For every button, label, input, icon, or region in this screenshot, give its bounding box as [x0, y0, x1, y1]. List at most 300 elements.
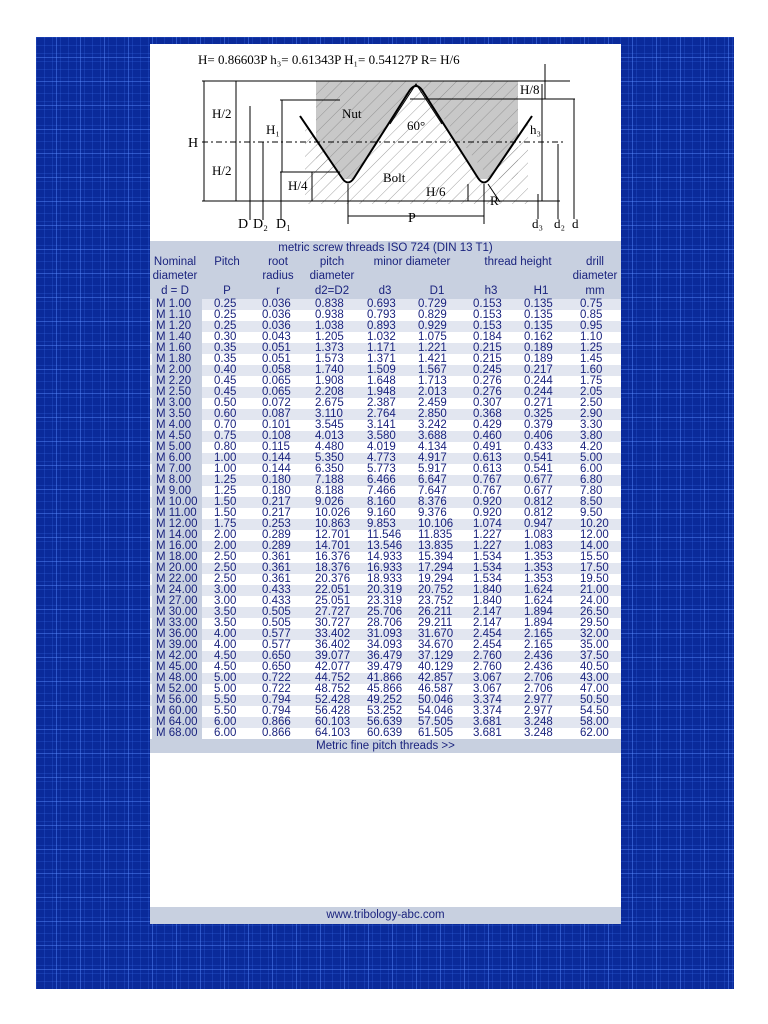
table-cell: 1.038 — [315, 320, 344, 332]
table-cell: 2.50 — [580, 397, 603, 409]
table-cell: 0.491 — [473, 441, 502, 453]
header-drill-2: diameter — [572, 270, 618, 282]
table-cell: 0.677 — [524, 474, 553, 486]
table-cell: M 3.50 — [152, 409, 202, 420]
table-cell: 3.067 — [473, 672, 502, 684]
table-cell: 23.319 — [367, 595, 403, 607]
table-cell: 2.706 — [524, 672, 553, 684]
table-cell: 23.752 — [418, 595, 454, 607]
table-cell: 0.505 — [262, 606, 291, 618]
table-cell: M 5.00 — [152, 442, 202, 453]
table-cell: 27.727 — [315, 606, 351, 618]
table-cell: 3.248 — [524, 716, 553, 728]
table-cell: 5.00 — [214, 683, 237, 695]
table-cell: 53.252 — [367, 705, 403, 717]
table-cell: 0.729 — [418, 298, 447, 310]
unit-p: P — [223, 285, 231, 297]
table-cell: 1.421 — [418, 353, 447, 365]
table-cell: 1.205 — [315, 331, 344, 343]
table-cell: 0.722 — [262, 672, 291, 684]
table-cell: 41.866 — [367, 672, 403, 684]
table-cell: 0.065 — [262, 375, 291, 387]
table-cell: 2.977 — [524, 705, 553, 717]
table-cell: 7.188 — [315, 474, 344, 486]
table-cell: 1.894 — [524, 606, 553, 618]
table-cell: 1.083 — [524, 529, 553, 541]
table-cell: 0.793 — [367, 309, 396, 321]
table-cell: 5.350 — [315, 452, 344, 464]
table-cell: 17.50 — [580, 562, 609, 574]
table-cell: 0.866 — [262, 727, 291, 739]
table-cell: 58.00 — [580, 716, 609, 728]
table-cell: M 30.00 — [152, 607, 202, 618]
table-cell: 4.019 — [367, 441, 396, 453]
table-cell: 45.866 — [367, 683, 403, 695]
table-cell: 42.857 — [418, 672, 454, 684]
header-drill-1: drill — [586, 256, 604, 268]
table-cell: 1.353 — [524, 573, 553, 585]
table-cell: 42.077 — [315, 661, 351, 673]
table-cell: 48.752 — [315, 683, 351, 695]
table-cell: 3.545 — [315, 419, 344, 431]
table-cell: 12.00 — [580, 529, 609, 541]
table-cell: 28.706 — [367, 617, 403, 629]
table-cell: 0.271 — [524, 397, 553, 409]
table-cell: 0.60 — [214, 408, 237, 420]
table-cell: 3.067 — [473, 683, 502, 695]
table-cell: M 48.00 — [152, 673, 202, 684]
table-cell: 10.026 — [315, 507, 351, 519]
table-cell: 50.046 — [418, 694, 454, 706]
table-cell: M 16.00 — [152, 541, 202, 552]
header-pitchd-2: diameter — [309, 270, 355, 282]
label-D1: D₁ — [276, 217, 291, 232]
table-cell: 1.75 — [580, 375, 603, 387]
table-cell: 0.577 — [262, 639, 291, 651]
unit-d2: d2=D2 — [314, 285, 350, 297]
table-cell: M 1.10 — [152, 310, 202, 321]
header-thread: thread height — [484, 256, 552, 268]
table-cell: 3.00 — [214, 584, 237, 596]
table-cell: 0.245 — [473, 364, 502, 376]
table-cell: 25.051 — [315, 595, 351, 607]
table-cell: 0.812 — [524, 507, 553, 519]
table-cell: 9.50 — [580, 507, 603, 519]
table-cell: 0.693 — [367, 298, 396, 310]
table-cell: 0.217 — [262, 496, 291, 508]
table-cell: 1.840 — [473, 595, 502, 607]
label-h3: h₃ — [530, 122, 542, 137]
table-cell: 0.276 — [473, 375, 502, 387]
table-cell: M 18.00 — [152, 552, 202, 563]
table-cell: 6.466 — [367, 474, 396, 486]
table-cell: 0.460 — [473, 430, 502, 442]
table-cell: M 11.00 — [152, 508, 202, 519]
table-cell: M 1.80 — [152, 354, 202, 365]
table-cell: 2.459 — [418, 397, 447, 409]
label-d: d — [572, 216, 579, 231]
header-nominal-1: Nominal — [153, 256, 197, 268]
table-cell: 5.917 — [418, 463, 447, 475]
table-cell: 0.153 — [473, 309, 502, 321]
table-cell: 0.189 — [524, 342, 553, 354]
table-cell: 56.428 — [315, 705, 351, 717]
table-cell: 5.50 — [214, 705, 237, 717]
table-cell: 6.00 — [214, 727, 237, 739]
table-cell: 6.350 — [315, 463, 344, 475]
table-cell: 0.938 — [315, 309, 344, 321]
table-cell: 3.374 — [473, 694, 502, 706]
table-cell: 0.433 — [262, 584, 291, 596]
table-cell: 3.50 — [214, 606, 237, 618]
table-cell: M 9.00 — [152, 486, 202, 497]
table-cell: 0.25 — [214, 320, 237, 332]
table-cell: 0.036 — [262, 309, 291, 321]
table-cell: 32.00 — [580, 628, 609, 640]
table-cell: 3.681 — [473, 716, 502, 728]
table-cell: 2.013 — [418, 386, 447, 398]
header-nominal-2: diameter — [152, 270, 198, 282]
table-cell: 1.221 — [418, 342, 447, 354]
table-cell: 3.688 — [418, 430, 447, 442]
table-cell: 10.20 — [580, 518, 609, 530]
table-cell: 0.613 — [473, 463, 502, 475]
table-cell: 8.376 — [418, 496, 447, 508]
table-cell: 36.402 — [315, 639, 351, 651]
table-cell: 16.933 — [367, 562, 403, 574]
table-cell: 2.436 — [524, 661, 553, 673]
thread-table — [150, 241, 621, 753]
table-cell: 1.60 — [580, 364, 603, 376]
table-cell: 2.850 — [418, 408, 447, 420]
table-cell: 0.135 — [524, 309, 553, 321]
table-cell: 1.00 — [214, 452, 237, 464]
table-cell: 3.141 — [367, 419, 396, 431]
table-cell: 1.083 — [524, 540, 553, 552]
table-cell: 0.153 — [473, 298, 502, 310]
table-cell: 1.171 — [367, 342, 396, 354]
table-cell: 64.103 — [315, 727, 351, 739]
table-cell: M 1.60 — [152, 343, 202, 354]
table-cell: 1.075 — [418, 331, 447, 343]
label-bolt: Bolt — [383, 170, 406, 185]
table-cell: M 68.00 — [152, 728, 202, 739]
table-cell: 0.244 — [524, 375, 553, 387]
table-cell: 10.863 — [315, 518, 351, 530]
table-cell: 61.505 — [418, 727, 454, 739]
table-cell: 20.376 — [315, 573, 351, 585]
table-cell: 0.215 — [473, 342, 502, 354]
table-cell: 2.208 — [315, 386, 344, 398]
table-cell: 1.894 — [524, 617, 553, 629]
table-cell: 39.077 — [315, 650, 351, 662]
table-cell: M 36.00 — [152, 629, 202, 640]
table-cell: 5.00 — [580, 452, 603, 464]
table-cell: 0.767 — [473, 485, 502, 497]
label-D: D — [238, 217, 249, 232]
table-cell: 21.00 — [580, 584, 609, 596]
table-cell: 0.189 — [524, 353, 553, 365]
table-cell: 0.650 — [262, 650, 291, 662]
table-cell: 12.701 — [315, 529, 351, 541]
table-cell: 5.773 — [367, 463, 396, 475]
table-cell: 1.624 — [524, 595, 553, 607]
table-cell: M 14.00 — [152, 530, 202, 541]
table-cell: 29.211 — [418, 617, 453, 629]
table-cell: 62.00 — [580, 727, 609, 739]
table-cell: 0.325 — [524, 408, 553, 420]
table-cell: 8.160 — [367, 496, 396, 508]
table-cell: 9.853 — [367, 518, 396, 530]
table-cell: M 8.00 — [152, 475, 202, 486]
thread-table-panel — [150, 44, 621, 924]
unit-mm: mm — [585, 285, 605, 297]
table-cell: 44.752 — [315, 672, 351, 684]
fine-pitch-link[interactable]: Metric fine pitch threads >> — [150, 739, 621, 753]
table-cell: 0.50 — [214, 397, 237, 409]
table-cell: 0.115 — [262, 441, 290, 453]
table-cell: 14.933 — [367, 551, 403, 563]
table-cell: 13.835 — [418, 540, 454, 552]
table-cell: 0.180 — [262, 485, 291, 497]
table-cell: 0.30 — [214, 331, 237, 343]
table-cell: 9.376 — [418, 507, 447, 519]
table-cell: M 64.00 — [152, 717, 202, 728]
table-cell: 4.50 — [214, 650, 237, 662]
table-cell: 1.00 — [214, 463, 237, 475]
table-cell: 3.30 — [580, 419, 603, 431]
label-H1: H₁ — [266, 122, 280, 137]
unit-r: r — [276, 285, 280, 297]
table-cell: 0.45 — [214, 386, 237, 398]
table-cell: 4.50 — [214, 661, 237, 673]
table-cell: 37.129 — [418, 650, 454, 662]
table-cell: 1.713 — [418, 375, 447, 387]
unit-h3: h3 — [484, 285, 498, 297]
table-cell: 0.361 — [262, 551, 291, 563]
header-pitchd-1: pitch — [319, 256, 345, 268]
table-cell: 1.740 — [315, 364, 344, 376]
table-cell: 7.466 — [367, 485, 396, 497]
table-cell: 22.051 — [315, 584, 351, 596]
table-cell: 4.00 — [214, 628, 237, 640]
table-cell: 3.80 — [580, 430, 603, 442]
table-cell: 0.043 — [262, 331, 291, 343]
table-cell: 1.908 — [315, 375, 344, 387]
table-cell: M 52.00 — [152, 684, 202, 695]
table-cell: M 2.50 — [152, 387, 202, 398]
table-cell: 0.135 — [524, 298, 553, 310]
table-cell: 0.920 — [473, 496, 502, 508]
label-D2: D₂ — [253, 217, 268, 232]
table-cell: 37.50 — [580, 650, 609, 662]
table-cell: 0.406 — [524, 430, 553, 442]
table-cell: 0.35 — [214, 342, 237, 354]
table-cell: 0.505 — [262, 617, 291, 629]
table-cell: 0.947 — [524, 518, 553, 530]
table-cell: 0.361 — [262, 573, 291, 585]
table-cell: M 2.00 — [152, 365, 202, 376]
table-cell: 0.051 — [262, 353, 291, 365]
table-cell: 1.50 — [214, 496, 237, 508]
table-cell: 0.215 — [473, 353, 502, 365]
table-cell: 2.760 — [473, 661, 502, 673]
table-cell: 0.051 — [262, 342, 291, 354]
table-cell: 14.701 — [315, 540, 351, 552]
table-cell: 0.135 — [524, 320, 553, 332]
table-cell: 0.144 — [262, 463, 291, 475]
table-cell: 0.217 — [262, 507, 291, 519]
table-cell: 0.289 — [262, 529, 291, 541]
table-cell: 0.162 — [524, 331, 553, 343]
table-cell: 0.85 — [580, 309, 603, 321]
table-cell: 52.428 — [315, 694, 351, 706]
table-cell: 2.90 — [580, 408, 603, 420]
table-cell: 1.50 — [214, 507, 237, 519]
table-cell: 36.479 — [367, 650, 403, 662]
table-cell: 60.103 — [315, 716, 351, 728]
table-cell: 18.933 — [367, 573, 403, 585]
table-cell: 0.307 — [473, 397, 502, 409]
header-minor: minor diameter — [373, 256, 451, 268]
table-cell: M 4.50 — [152, 431, 202, 442]
label-P: P — [408, 211, 416, 226]
table-cell: 1.45 — [580, 353, 603, 365]
table-cell: 8.50 — [580, 496, 603, 508]
table-cell: 0.253 — [262, 518, 291, 530]
table-cell: 1.25 — [580, 342, 603, 354]
table-cell: 2.147 — [473, 617, 502, 629]
table-cell: 0.829 — [418, 309, 447, 321]
table-cell: 3.374 — [473, 705, 502, 717]
table-cell: M 27.00 — [152, 596, 202, 607]
table-cell: 2.165 — [524, 628, 553, 640]
table-cell: 1.948 — [367, 386, 396, 398]
table-cell: 1.624 — [524, 584, 553, 596]
table-cell: 0.722 — [262, 683, 291, 695]
table-cell: 0.144 — [262, 452, 291, 464]
table-cell: 18.376 — [315, 562, 351, 574]
table-cell: 1.10 — [580, 331, 603, 343]
table-cell: 1.227 — [473, 529, 502, 541]
table-cell: 1.648 — [367, 375, 396, 387]
table-cell: 1.840 — [473, 584, 502, 596]
table-cell: M 4.00 — [152, 420, 202, 431]
table-cell: 0.613 — [473, 452, 502, 464]
table-cell: 43.00 — [580, 672, 609, 684]
table-cell: 7.80 — [580, 485, 603, 497]
table-cell: M 33.00 — [152, 618, 202, 629]
site-link[interactable]: www.tribology-abc.com — [150, 907, 621, 924]
table-cell: 0.70 — [214, 419, 237, 431]
table-cell: 2.05 — [580, 386, 603, 398]
table-cell: 0.75 — [580, 298, 603, 310]
table-cell: 20.319 — [367, 584, 403, 596]
table-cell: 4.00 — [214, 639, 237, 651]
table-cell: 0.244 — [524, 386, 553, 398]
table-cell: 31.093 — [367, 628, 403, 640]
table-cell: 13.546 — [367, 540, 403, 552]
table-cell: 33.402 — [315, 628, 351, 640]
label-d3: d₃ — [532, 216, 544, 231]
label-H: H — [188, 136, 199, 151]
table-cell: 1.227 — [473, 540, 502, 552]
table-cell: 0.087 — [262, 408, 291, 420]
table-cell: 16.376 — [315, 551, 351, 563]
header-pitch: Pitch — [214, 256, 240, 268]
label-H4: H/4 — [288, 178, 308, 193]
table-cell: 0.180 — [262, 474, 291, 486]
table-cell: 35.00 — [580, 639, 609, 651]
table-cell: 6.647 — [418, 474, 447, 486]
table-cell: 54.50 — [580, 705, 609, 717]
table-cell: 0.433 — [524, 441, 553, 453]
table-cell: 26.50 — [580, 606, 609, 618]
table-cell: 0.058 — [262, 364, 291, 376]
table-cell: 2.764 — [367, 408, 396, 420]
table-cell: M 39.00 — [152, 640, 202, 651]
table-cell: 0.75 — [214, 430, 237, 442]
table-cell: M 3.00 — [152, 398, 202, 409]
table-cell: M 22.00 — [152, 574, 202, 585]
table-cell: 11.835 — [418, 529, 453, 541]
table-cell: 3.580 — [367, 430, 396, 442]
table-cell: 0.35 — [214, 353, 237, 365]
table-cell: 0.036 — [262, 320, 291, 332]
label-angle: 60° — [407, 118, 426, 133]
table-cell: 6.00 — [580, 463, 603, 475]
table-cell: 0.812 — [524, 496, 553, 508]
table-cell: 1.032 — [367, 331, 396, 343]
table-cell: 34.670 — [418, 639, 454, 651]
table-cell: 24.00 — [580, 595, 609, 607]
table-cell: 4.20 — [580, 441, 603, 453]
table-cell: 4.134 — [418, 441, 447, 453]
table-cell: M 42.00 — [152, 651, 202, 662]
table-cell: 2.706 — [524, 683, 553, 695]
table-cell: 11.546 — [367, 529, 402, 541]
table-cell: 2.50 — [214, 573, 237, 585]
table-cell: 4.480 — [315, 441, 344, 453]
table-cell: 0.95 — [580, 320, 603, 332]
table-cell: 19.294 — [418, 573, 454, 585]
table-cell: 0.065 — [262, 386, 291, 398]
table-cell: 2.454 — [473, 628, 502, 640]
table-cell: 47.00 — [580, 683, 609, 695]
table-cell: 2.50 — [214, 562, 237, 574]
table-cell: M 24.00 — [152, 585, 202, 596]
table-cell: M 45.00 — [152, 662, 202, 673]
table-cell: 15.394 — [418, 551, 454, 563]
table-cell: 3.50 — [214, 617, 237, 629]
table-cell: 40.129 — [418, 661, 454, 673]
table-cell: 1.573 — [315, 353, 344, 365]
table-cell: 1.074 — [473, 518, 502, 530]
table-cell: 1.75 — [214, 518, 237, 530]
label-H8: H/8 — [520, 82, 540, 97]
table-cell: 10.106 — [418, 518, 454, 530]
table-cell: 1.371 — [367, 353, 396, 365]
table-cell: 34.093 — [367, 639, 403, 651]
table-cell: 0.379 — [524, 419, 553, 431]
table-cell: 0.289 — [262, 540, 291, 552]
table-cell: M 12.00 — [152, 519, 202, 530]
table-header — [150, 255, 621, 299]
table-cell: 3.00 — [214, 595, 237, 607]
table-cell: 0.80 — [214, 441, 237, 453]
table-cell: 0.929 — [418, 320, 447, 332]
table-cell: 49.252 — [367, 694, 403, 706]
